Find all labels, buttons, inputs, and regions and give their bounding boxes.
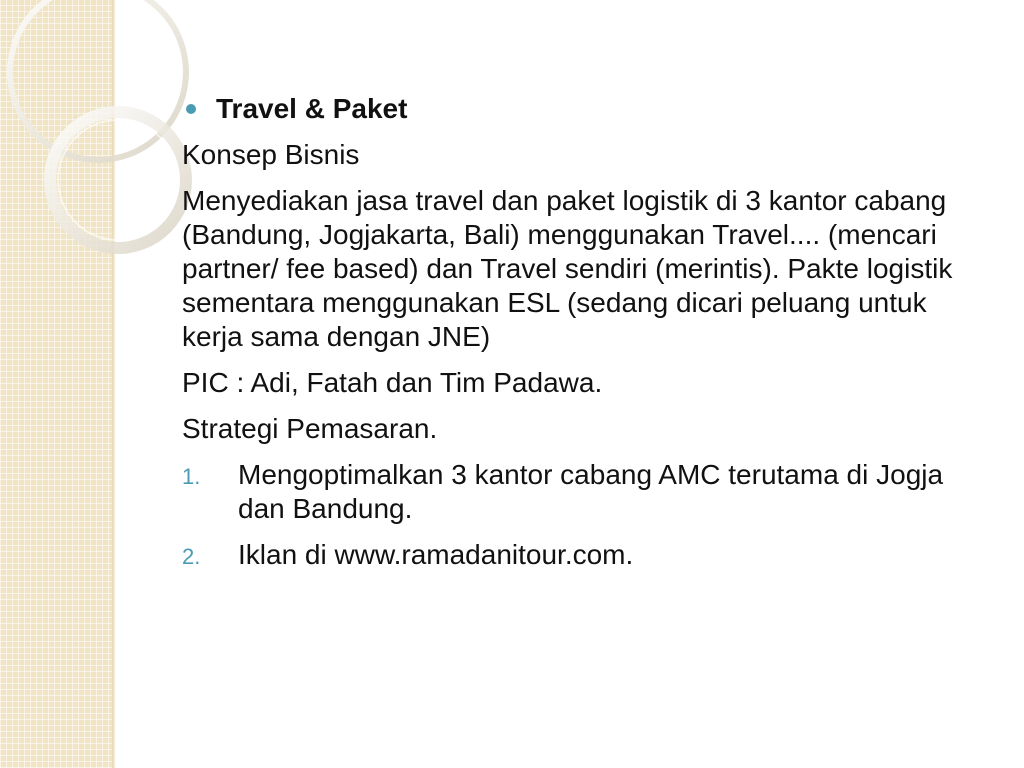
strategy-text: Iklan di www.ramadanitour.com. (238, 539, 634, 570)
strategy-number: 1. (182, 464, 201, 489)
heading-strategy: Strategi Pemasaran. (182, 413, 438, 444)
pic-line: PIC : Adi, Fatah dan Tim Padawa. (182, 367, 603, 398)
strategy-item (182, 458, 992, 526)
heading-concept: Konsep Bisnis (182, 139, 360, 170)
bullet-item (182, 92, 992, 126)
ring-lower (50, 112, 186, 248)
bullet-title: Travel & Paket (216, 93, 408, 124)
strategy-item (182, 538, 992, 572)
bullet-dot-icon (186, 104, 196, 114)
business-description: Menyediakan jasa travel dan paket logistik di 3 kantor cabang (Bandung, Jogjakarta, Bali) menggunakan Travel.... (mencari partner/ fee based) dan Travel sendiri (merintis). Pakte logistik sementara menggunakan ESL (sedang dicari peluang untuk kerja sama dengan JNE) (182, 185, 953, 352)
ring-lower-inner (58, 120, 178, 240)
strategy-text: Mengoptimalkan 3 kantor cabang AMC terutama di Jogja dan Bandung. (238, 459, 944, 524)
slide-content (182, 92, 992, 584)
decorative-rings (0, 0, 200, 260)
strategy-number: 2. (182, 544, 201, 569)
